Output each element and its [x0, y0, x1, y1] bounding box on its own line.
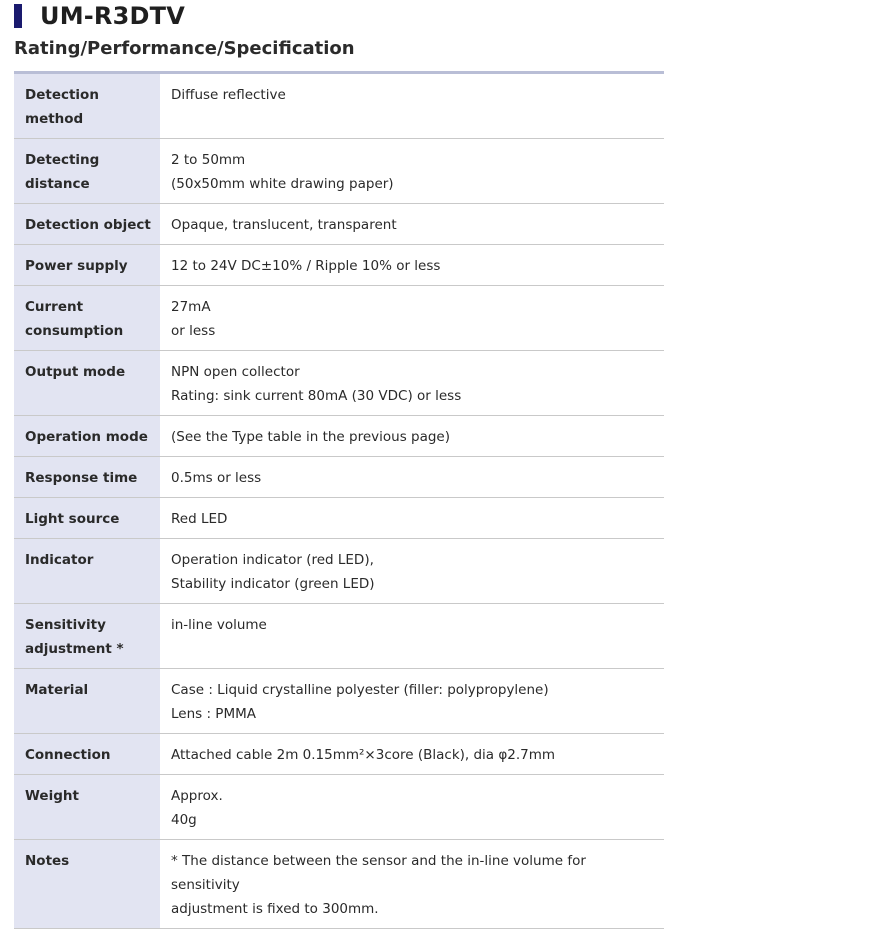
- spec-value-line: Red LED: [171, 511, 228, 527]
- spec-value: [160, 734, 664, 775]
- spec-label-line: Output mode: [25, 364, 126, 380]
- spec-value-line: (See the Type table in the previous page): [171, 429, 451, 445]
- spec-label: [14, 73, 160, 139]
- spec-row: [14, 498, 664, 539]
- spec-label-line: Sensitivity: [25, 617, 106, 633]
- spec-value-line: Opaque, translucent, transparent: [171, 217, 397, 233]
- spec-value: [160, 73, 664, 139]
- spec-label-line: Connection: [25, 747, 111, 763]
- spec-value-line: or less: [171, 323, 216, 339]
- spec-row: [14, 539, 664, 604]
- spec-row: [14, 351, 664, 416]
- spec-row: [14, 245, 664, 286]
- spec-value-line: Operation indicator (red LED),: [171, 552, 374, 568]
- spec-label-line: Detecting: [25, 152, 100, 168]
- spec-value: [160, 351, 664, 416]
- title-accent-bar: [14, 4, 22, 28]
- spec-label-line: Operation mode: [25, 429, 148, 445]
- spec-row: [14, 416, 664, 457]
- spec-value: [160, 539, 664, 604]
- spec-row: [14, 604, 664, 669]
- spec-label-line: Indicator: [25, 552, 94, 568]
- spec-value-line: Attached cable 2m 0.15mm²×3core (Black), dia φ2.7mm: [171, 747, 556, 763]
- spec-value-line: 12 to 24V DC±10% / Ripple 10% or less: [171, 258, 441, 274]
- spec-label-line: distance: [25, 176, 90, 192]
- spec-value-line: Case : Liquid crystalline polyester (filler: polypropylene): [171, 682, 549, 698]
- spec-value-line: NPN open collector: [171, 364, 300, 380]
- spec-value: [160, 286, 664, 351]
- spec-value-line: 2 to 50mm: [171, 152, 246, 168]
- spec-label: [14, 669, 160, 734]
- spec-label-line: Notes: [25, 853, 70, 869]
- spec-label: [14, 604, 160, 669]
- spec-value-line: Lens : PMMA: [171, 706, 256, 722]
- spec-label-line: Detection object: [25, 217, 151, 233]
- spec-label-line: Light source: [25, 511, 120, 527]
- spec-value: [160, 457, 664, 498]
- spec-row: [14, 840, 664, 929]
- spec-label: [14, 775, 160, 840]
- spec-label-line: Response time: [25, 470, 138, 486]
- spec-value-line: adjustment is fixed to 300mm.: [171, 901, 379, 917]
- spec-row: [14, 286, 664, 351]
- page-title: UM-R3DTV: [40, 2, 185, 30]
- spec-value-line: 27mA: [171, 299, 211, 315]
- spec-label: [14, 139, 160, 204]
- page-header: [14, 2, 185, 30]
- spec-row: [14, 457, 664, 498]
- spec-value: [160, 498, 664, 539]
- spec-label-line: Power supply: [25, 258, 128, 274]
- spec-label: [14, 457, 160, 498]
- spec-row: [14, 204, 664, 245]
- spec-value-line: 40g: [171, 812, 197, 828]
- spec-value-line: Approx.: [171, 788, 223, 804]
- spec-label: [14, 416, 160, 457]
- spec-label: [14, 498, 160, 539]
- spec-value-line: (50x50mm white drawing paper): [171, 176, 394, 192]
- spec-value: [160, 669, 664, 734]
- spec-value-line: in-line volume: [171, 617, 267, 633]
- spec-value: [160, 416, 664, 457]
- spec-value-line: * The distance between the sensor and the in-line volume for sensitivity: [171, 853, 586, 893]
- spec-row: [14, 734, 664, 775]
- spec-value-line: 0.5ms or less: [171, 470, 262, 486]
- spec-label-line: Weight: [25, 788, 79, 804]
- spec-label-line: adjustment *: [25, 641, 124, 657]
- spec-value: [160, 139, 664, 204]
- spec-label-line: consumption: [25, 323, 124, 339]
- spec-value: [160, 840, 664, 929]
- spec-value: [160, 604, 664, 669]
- spec-label-line: Current: [25, 299, 84, 315]
- spec-label: [14, 734, 160, 775]
- spec-label: [14, 351, 160, 416]
- spec-label-line: Detection method: [25, 87, 99, 127]
- spec-label: [14, 245, 160, 286]
- spec-value-line: Stability indicator (green LED): [171, 576, 375, 592]
- spec-table-body: [14, 73, 664, 929]
- spec-value: [160, 245, 664, 286]
- spec-row: [14, 139, 664, 204]
- spec-row: [14, 73, 664, 139]
- spec-label: [14, 840, 160, 929]
- spec-label-line: Material: [25, 682, 89, 698]
- spec-label: [14, 204, 160, 245]
- spec-row: [14, 669, 664, 734]
- spec-value: [160, 204, 664, 245]
- section-title: Rating/Performance/Specification: [14, 38, 355, 59]
- spec-label: [14, 286, 160, 351]
- spec-row: [14, 775, 664, 840]
- spec-value: [160, 775, 664, 840]
- spec-value-line: Diffuse reflective: [171, 87, 286, 103]
- spec-value-line: Rating: sink current 80mA (30 VDC) or less: [171, 388, 462, 404]
- spec-label: [14, 539, 160, 604]
- spec-table: [14, 71, 664, 929]
